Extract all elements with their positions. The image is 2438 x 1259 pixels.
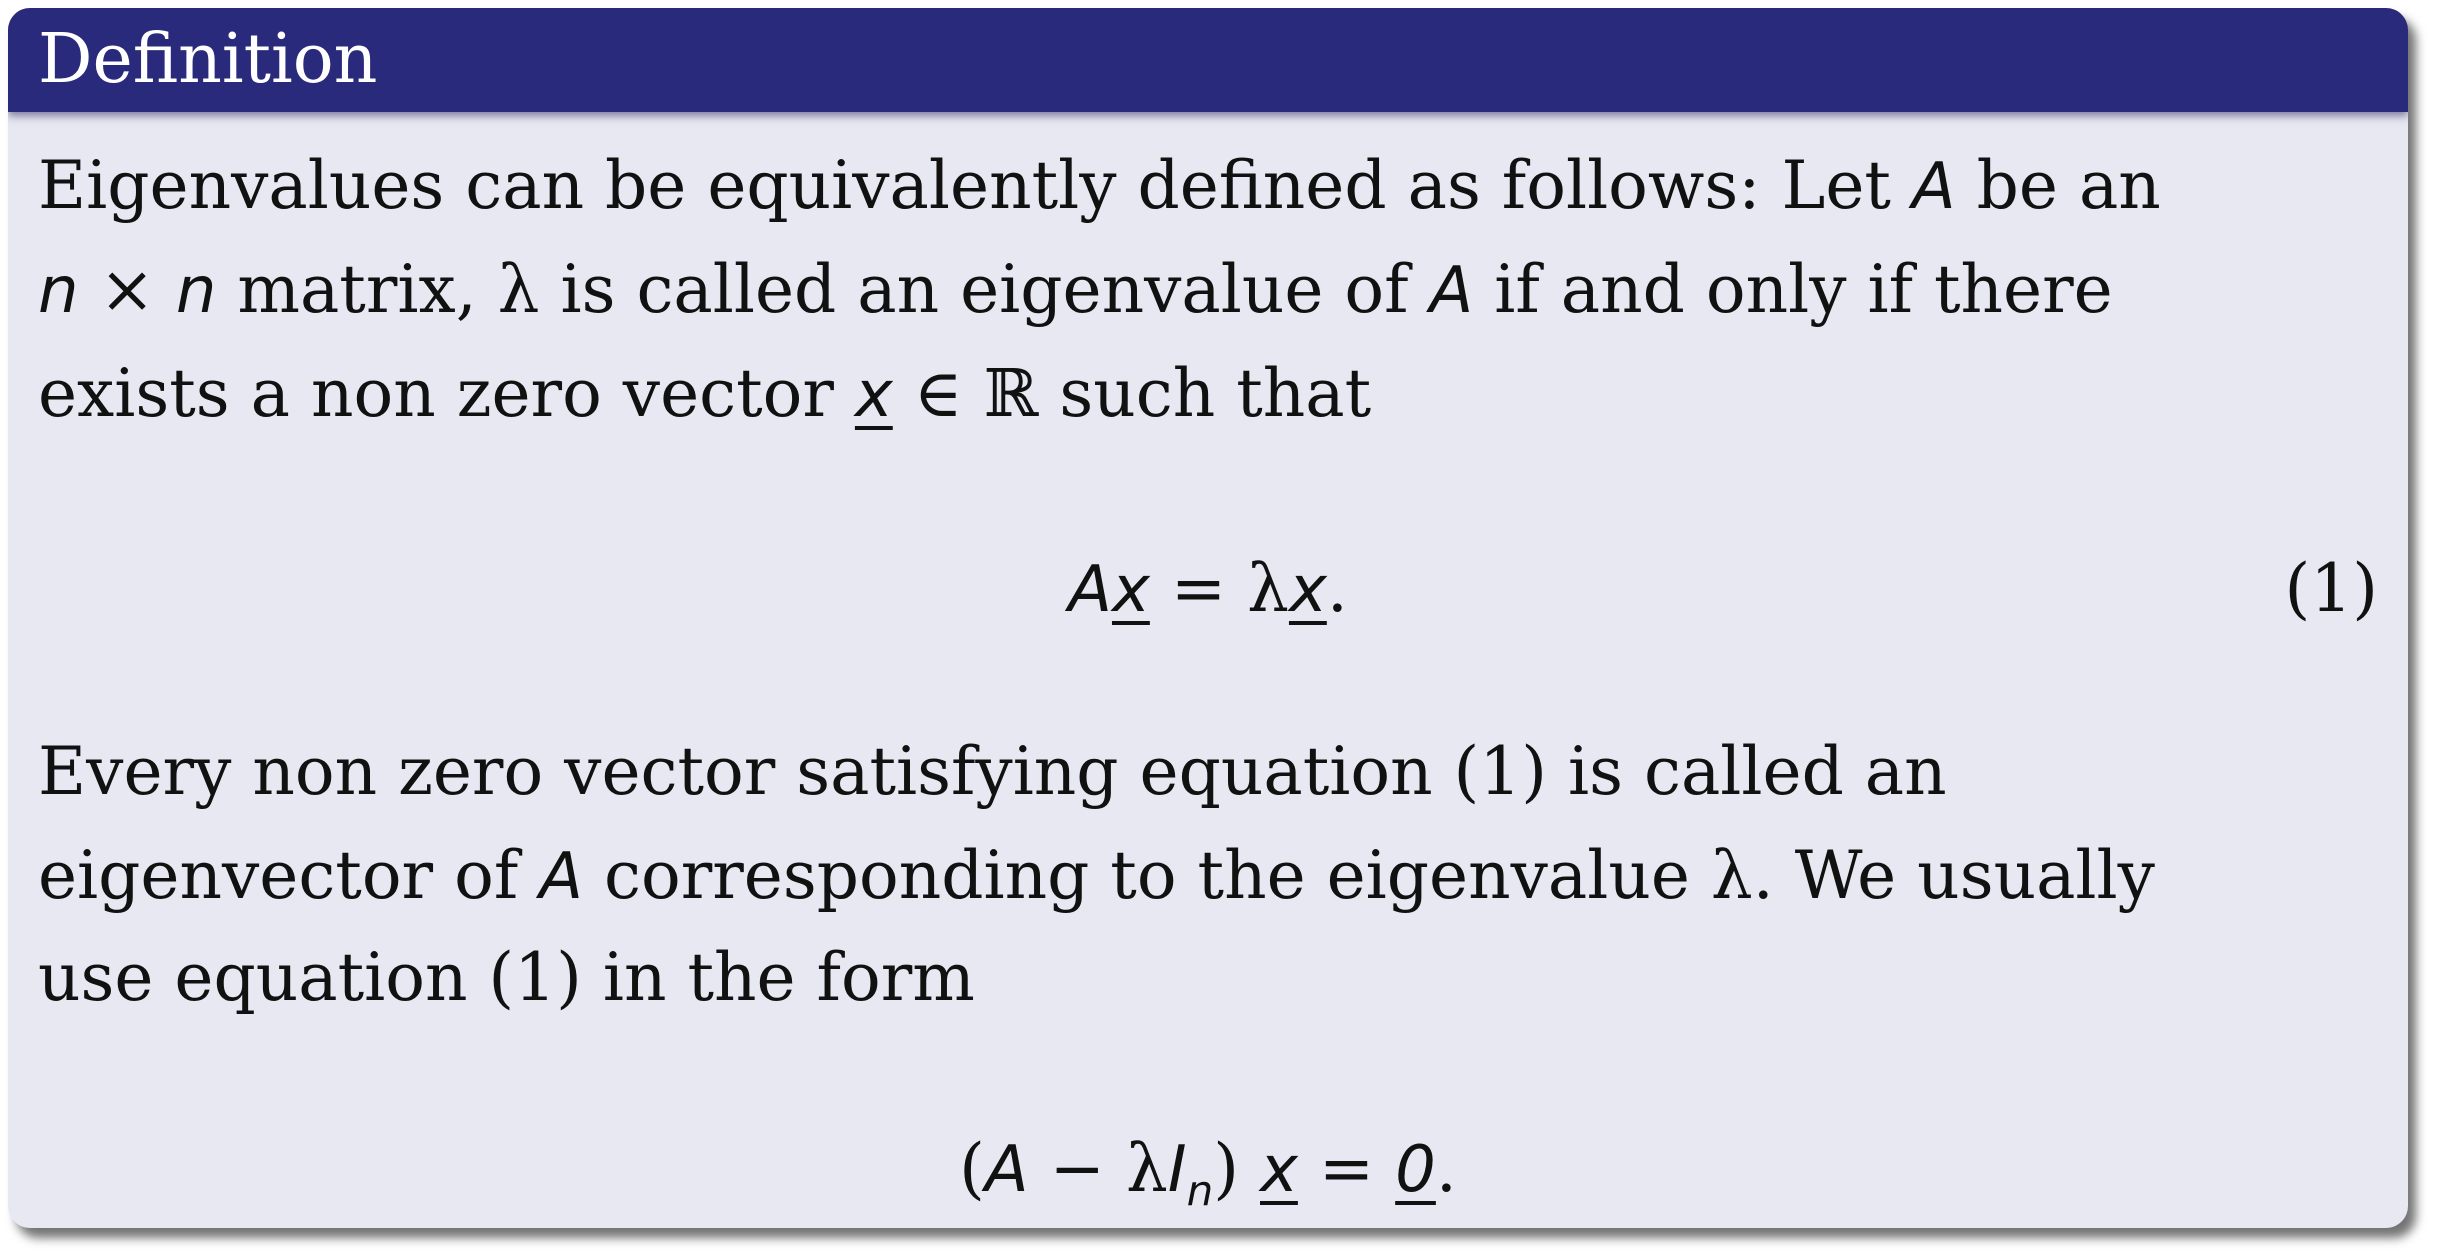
para2-line1: Every non zero vector satisfying equation (1) is called an	[38, 733, 1947, 810]
para1-line1: Eigenvalues can be equivalently defined as follows: Let A be an	[38, 147, 2161, 224]
equation-1: Ax = λx.	[1068, 550, 1348, 627]
equation-2: $(A - \lambda I_n)$ x = 0.	[959, 1130, 1457, 1215]
equation-1-number: (1)	[2284, 550, 2378, 627]
math-x-vector: x	[854, 358, 893, 432]
block-title: Definition	[38, 20, 378, 99]
block-title-bar	[8, 8, 2408, 112]
definition-block	[8, 8, 2408, 1228]
para1-line2: n × n matrix, λ is called an eigenvalue of A if and only if there	[38, 251, 2113, 328]
math-A: A	[1911, 150, 1956, 224]
math-lambda: λ	[497, 251, 540, 328]
para1-line3: exists a non zero vector x ∈ ℝ such that	[38, 355, 1372, 432]
para2-line3: use equation (1) in the form	[38, 939, 975, 1016]
para2-line2: eigenvector of A corresponding to the eigenvalue λ. We usually	[38, 837, 2155, 914]
